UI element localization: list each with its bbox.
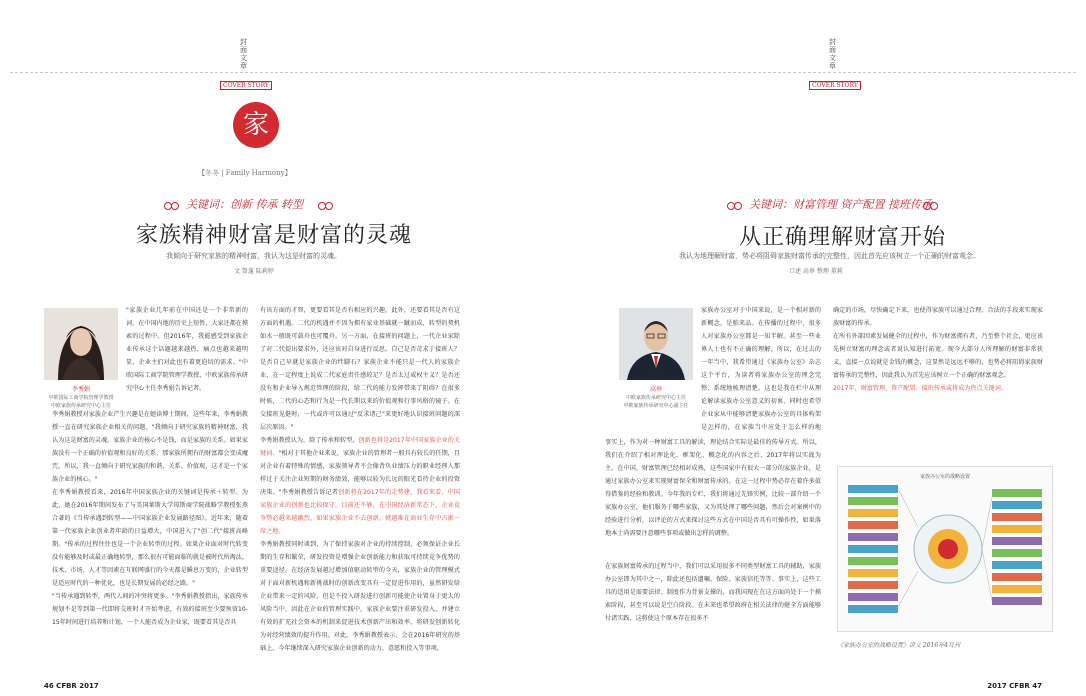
cover-story-tag-right: COVER STORY <box>809 81 861 90</box>
person-role-right-line2: 中欧家族传承研究中心副主任 <box>623 403 689 409</box>
ornament-left-icon <box>164 200 180 210</box>
right-column-2-highlight: 2017年，财富管理、资产配置、接班传承或将成为热点关键词。 <box>833 385 1007 392</box>
article-lede: 我倾向于研究家族的精神财富，我认为这是财富的灵魂。 <box>166 252 341 260</box>
diagram-figure <box>837 466 1053 632</box>
header-divider <box>10 72 543 73</box>
portrait-photo <box>44 308 118 380</box>
cover-story-tag: COVER STORY <box>220 81 272 90</box>
column-2-text-c: 李秀娟教授同时谈到，为了保持家族对企业的持续控制，必须保证企业长期的生存和繁荣，研发投资是增强企业创新能力和获取可持续竞争优势的重要途径。在经济发展越过增加值驱动转型的今天，家族企业的管理模式对于面对新机遇和新挑战时的创新改变具有一定促进作用的，虽然研发给企业带来一定的风险，但是不投入研发进行创新可能使企业置身于更大的风险当中，因此在企业的管理实践中，家族企业要注重研发投入，并建立有效的扩充社会资本的机制来促进技术创新产出和效率，将研发创新转化为对经营绩效的提升作用。对此，李秀娟教授表示，会在2016年研究的基础上，今年继续深入研究家族企业创新的动力、意愿和投入等事项。 <box>260 541 460 652</box>
section-header-right <box>809 36 858 91</box>
ornament-right-icon-right <box>923 200 939 210</box>
section-header <box>220 36 269 91</box>
article-lede-right: 我认为地理解财富，势必将阻碍家族财富传承的完整性，因此首先应该树立一个正确的财富观念。 <box>679 252 980 260</box>
figure-graphic <box>838 467 1052 631</box>
person-name-right: 高皋 <box>649 386 662 393</box>
person-role-right <box>609 394 703 410</box>
page-folio-left: 46 CFBR 2017 <box>44 682 99 690</box>
article-title-right: 从正确理解财富开始 <box>739 225 947 250</box>
person-role-line1: 中欧国际工商学院管理学教授 <box>48 395 114 401</box>
right-column-1-closing: 在家族财富传承的过程当中，我们可以采用很多不同类型财富工具的辅助，家族办公室即为其中之一，除此还包括遗嘱、保险、家族信托等等。事实上，这些工具的适用是需要法律、制度作为背景支撑的，而我国现在在这方面尚处于一个摸索阶段，甚至可以说是空白阶段。在未来也希望政府在相关法律的健全方面能够付诸实践，这将使这个原本存在很多不 <box>605 563 821 622</box>
page-folio-right: 2017 CFBR 47 <box>987 682 1042 690</box>
family-label: 【冬冬 | Family Harmony】 <box>198 169 292 177</box>
column-1-intro: "家族企业几年前在中国还是一个非常新的词，在中国内地的历史上短暂，大家还都在摸索的过程中。但2016年，我能感受到家族企业传承这个话题越来越热，痛点也越来越明显，企业主们对此也有着更迫切的需求。"中欧国际工商学院管理学教授、中欧家族传承研究中心主任李秀娟告诉记者。 <box>126 307 248 392</box>
column-2-text-a: 有该方面的才智，更要看其是否有相应的兴趣。此外，还要看其是否有这方面的机遇。二代的机遇并不因为拥有家业基础就一蹴而成，转型的契机如水一般既可载舟也可覆舟。另一方面，在接班的问题上，一代企业家除了对二代提出要求外，还应该对自身进行反思。自己是否苛求于接班人？是否自己早就是家族企业的绊脚石？家族企业不能只是一代人的家族企业，在一定程度上说成二代家庭责任感较足？是否太过威权主义？是否还没有和企业导入规范管理的阶段，给二代的能力发挥带来了阻碍？在很多时候，二代的心态和行为是一代长期以来的价值观和行事风格的镜子。在交接班见挺时，一代或许可以通过"反求诸己"来更好地认识接班问题的深层次原因。" 李秀娟教授认为，除了传承和转型， <box>260 307 460 444</box>
column-2 <box>260 304 460 678</box>
column-2-highlight-a: 创新也将是2017年中国家族企业的关键词。 <box>260 437 460 457</box>
ornament-left-icon-right <box>727 200 743 210</box>
right-column-1-intro: 家族办公室对于中国来说，是一个相对新的新概念，是舶来品。在传播的过程中，很多人对家族办公室都是一知半解。甚至一些业界人士也有不正确的理解。所以，在过去的一年当中，我希望通过《家族办公室》杂志这个平台，为读者将家族办公室的理念完整、系统地梳理清楚。这也是我在栏中从理论解读家族办公室意义的初衷，同时也希望企业家从中能够清楚家族办公室的具体构架是怎样的，在家族当中应处于怎么样的地 <box>701 307 821 431</box>
ornament-right-icon <box>318 200 334 210</box>
article-keywords: 关键词：创新 传承 转型 <box>186 198 303 211</box>
section-vertical-label-right: 封面文章 <box>828 38 837 70</box>
person-name: 李秀娟 <box>71 386 90 393</box>
family-seal: 家 <box>233 102 279 148</box>
article-title: 家族精神财富是财富的灵魂 <box>136 223 413 248</box>
right-column-2 <box>833 304 1043 444</box>
column-2-body <box>260 304 460 655</box>
person-role-line2: 中欧家族传承研究中心主任 <box>50 403 111 409</box>
figure-title: 家族办公室的战略设置 <box>919 474 970 480</box>
article-byline: 文 曾蓬 陆莉婷 <box>234 268 274 275</box>
column-2-highlight-b: 创新将在2017年的走势建，我看来看，中国家族企业的创新也比较保守，目前还不够，在中国经济新常态下，企业竞争势必越来越激烈，如果家族企业不去创新，就越难在商业生存中占据一席之地。 <box>260 489 460 535</box>
column-1-body: 李秀娟教授对家族企业产生兴趣是在她读博士期间，这些年来，李秀娟教授一直在研究家族企业相关的问题。"我倾向于研究家族的精神财富，我认为这是财富的灵魂。家族企业的核心不是钱，而是家族的关系。如果家族没有一个正确的价值观和良好的关系，那家族所拥有的财富都会变成魔咒。所以，我一直倾向于研究家族的和谐、关系、价值观，这才是一个家族企业的核心。" 在李秀娟教授看来，2016年中国家族企业的关键词是传承＋转型。为此，她在2016年期间发布了与美国莱斯大学琼斯商学院战略学教授张燕合著的《当传承遇到转型——中国家族企业发展路径图》。近年来，随着第一代家族企业创业者年龄的日益增大，中国进入了"创二代"接班高峰期。"传承的过程往往也是一个企业转型的过程。如果企业面对时代转变没有能够及时或最正确地转型，那么很有可能面临的就是被时代所淘汰。技术、市场、人才等因素在互联网盛行的今天都是瞬息万变的，企业转型是适应时代的一种优化，也是长期发展的必经之路。" "当传承遇到转型，两代人间的冲突将更多。"李秀娟教授指出，家族传承规划不是等到第一代即将交班时才开始考虑，有效的接班至少要预留10-15年时间进行培养和计划，一个人能否成为企业家，既要看其是否具 <box>52 411 248 626</box>
figure-caption: 《家族办公室的战略设置》讲义 2016年4月刊 <box>837 642 960 649</box>
portrait-photo-right <box>619 308 693 380</box>
person-role-right-line1: 中欧家族传承研究中心主任 <box>625 395 686 401</box>
article-byline-right: 口述 高皋 整理 董莉 <box>789 268 843 275</box>
right-page <box>543 0 1086 696</box>
section-vertical-label: 封面文章 <box>239 38 248 70</box>
right-column-2-text: 确定的市场，尽快确定下来，也使得家族可以通过合理、合法的手段来实现家族财富的传承。 在所有外部因素发展健全的过程中，作为财富拥有者，乃至整个社会，更应该先树立财富的理念或者说认知进行拓宽。现今大部分人所理解的财富非常狭义，直接一点说就是金钱的概念，这显然是远远不够的，也势必将阻碍家族财富传承的完整性，因此我认为首先应该树立一个正确的财富观念。 <box>833 307 1043 379</box>
right-column-1-body: 事实上，作为对一种财富工具的解读，理论结合实际是最佳的传导方式。所以，我们在介绍了相对理论化、框架化、概念化的内容之后，2017年将以实战为主。在中国，财富管理已经相对成熟，这些国家中有很大一部分的家族企业，是通过家族办公室来实现财富保全和财富传承的。在这一过程中势必存在着许多值得借鉴的经验和教训。今年我的专栏，我们将通过先锋实例，比较一部介绍一个家族办公室，他们服务于哪些家族，又为其处理了哪些问题，然后会对案例中的经验进行分析，以评论的方式来探讨这些方式在中国是否具有可操作性，如果落地本土尚需要注意哪些事项或做出怎样的调整。 <box>605 439 821 537</box>
column-2-text-b: "相对于其他企业来说，家族企业的管理者一般具有较长的任期，且对企业有着特殊的情感，家族领导者不会像背负业绩压力的职业经理人那样过于关注企业短期的财务绩效，能够以较为长远的眼光看待企业的投资决策。"李秀娟教授告诉记者 <box>260 450 460 496</box>
right-column-2-body <box>833 304 1043 395</box>
header-divider-right <box>543 72 1076 73</box>
article-keywords-right: 关键词：财富管理 资产配置 接班传承 <box>749 198 932 211</box>
